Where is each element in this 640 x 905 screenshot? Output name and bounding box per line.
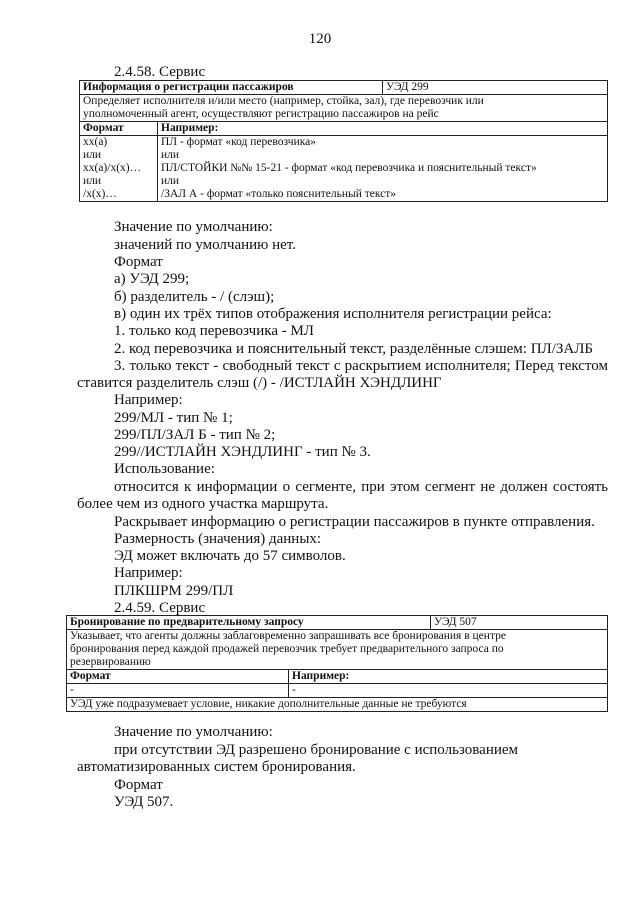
- table-description-line: бронирования перед каждой продажей перевозчик требует предварительного запроса по: [70, 643, 504, 655]
- format-header: Формат: [80, 122, 158, 136]
- example-header: Например:: [289, 670, 608, 684]
- format-line: или: [83, 149, 102, 161]
- table-description-line: уполномоченный агент, осуществляют регистрацию пассажиров на рейс: [83, 108, 439, 120]
- table-note: УЭД уже подразумевает условие, никакие дополнительные данные не требуются: [67, 698, 608, 712]
- body-line: в) один их трёх типов отображения исполнителя регистрации рейса:: [114, 306, 552, 322]
- body-line: Раскрывает информацию о регистрации пассажиров в пункте отправления.: [114, 514, 595, 530]
- table-code: УЭД 299: [383, 81, 608, 95]
- body-line: 299/МЛ - тип № 1;: [114, 410, 233, 426]
- format-line: /х(х)…: [83, 188, 117, 200]
- format-value: -: [67, 684, 289, 698]
- table-title: Информация о регистрации пассажиров: [80, 81, 383, 95]
- example-line: ПЛ - формат «код перевозчика»: [161, 136, 316, 148]
- body-line: 299/ПЛ/ЗАЛ Б - тип № 2;: [114, 427, 276, 443]
- format-line: хх(а): [83, 136, 108, 148]
- body-line: б) разделитель - / (слэш);: [114, 289, 275, 305]
- body-line: Например:: [114, 392, 183, 408]
- body-line: автоматизированных систем бронирования.: [77, 759, 356, 775]
- table-description: [80, 95, 608, 122]
- section-heading-2-4-59: 2.4.59. Сервис: [114, 600, 206, 616]
- example-cell: [158, 136, 608, 202]
- body-line: Значение по умолчанию:: [114, 724, 273, 740]
- body-line: Размерность (значения) данных:: [114, 531, 322, 547]
- format-line: или: [83, 175, 102, 187]
- body-line: 2. код перевозчика и пояснительный текст, разделённые слэшем: ПЛ/ЗАЛБ: [114, 341, 594, 357]
- body-line: 3. только текст - свободный текст с раскрытием исполнителя; Перед текстом: [114, 358, 608, 374]
- service-table-299: [79, 80, 608, 202]
- body-line: 1. только код перевозчика - МЛ: [114, 323, 314, 339]
- body-line: значений по умолчанию нет.: [114, 237, 296, 253]
- example-line: или: [161, 175, 180, 187]
- example-line: ПЛ/СТОЙКИ №№ 15-21 - формат «код перевозчика и пояснительный текст»: [161, 162, 537, 174]
- table-description: [67, 630, 608, 670]
- example-header: Например:: [158, 122, 608, 136]
- body-line: Использование:: [114, 461, 215, 477]
- table-code: УЭД 507: [431, 616, 608, 630]
- body-line: ставится разделитель слэш (/) - /ИСТЛАЙН ХЭНДЛИНГ: [77, 375, 442, 391]
- example-line: /ЗАЛ А - формат «только пояснительный текст»: [161, 188, 397, 200]
- body-line: относится к информации о сегменте, при этом сегмент не должен состоять: [114, 479, 608, 495]
- table-description-line: Определяет исполнителя и/или место (например, стойка, зал), где перевозчик или: [83, 95, 484, 107]
- table-title: Бронирование по предварительному запросу: [67, 616, 431, 630]
- body-line: при отсутствии ЭД разрешено бронирование с использованием: [114, 742, 519, 758]
- body-line: более чем из одного участка маршрута.: [77, 496, 329, 512]
- service-table-507: [66, 615, 608, 712]
- body-line: 299//ИСТЛАЙН ХЭНДЛИНГ - тип № 3.: [114, 444, 371, 460]
- page-number: 120: [308, 31, 332, 47]
- body-line: УЭД 507.: [114, 794, 174, 810]
- format-line: хх(а)/х(х)…: [83, 162, 142, 174]
- body-line: Значение по умолчанию:: [114, 219, 273, 235]
- body-line: а) УЭД 299;: [114, 271, 190, 287]
- table-description-line: резервированию: [70, 656, 151, 668]
- body-line: ЭД может включать до 57 символов.: [114, 548, 346, 564]
- table-description-line: Указывает, что агенты должны заблаговременно запрашивать все бронирования в центре: [70, 630, 506, 642]
- example-line: или: [161, 149, 180, 161]
- format-header: Формат: [67, 670, 289, 684]
- body-line: Формат: [114, 777, 163, 793]
- body-line: Формат: [114, 254, 163, 270]
- section-heading-2-4-58: 2.4.58. Сервис: [114, 64, 206, 80]
- body-line: ПЛКШРМ 299/ПЛ: [114, 583, 234, 599]
- example-value: -: [289, 684, 608, 698]
- body-line: Например:: [114, 565, 183, 581]
- format-cell: [80, 136, 158, 202]
